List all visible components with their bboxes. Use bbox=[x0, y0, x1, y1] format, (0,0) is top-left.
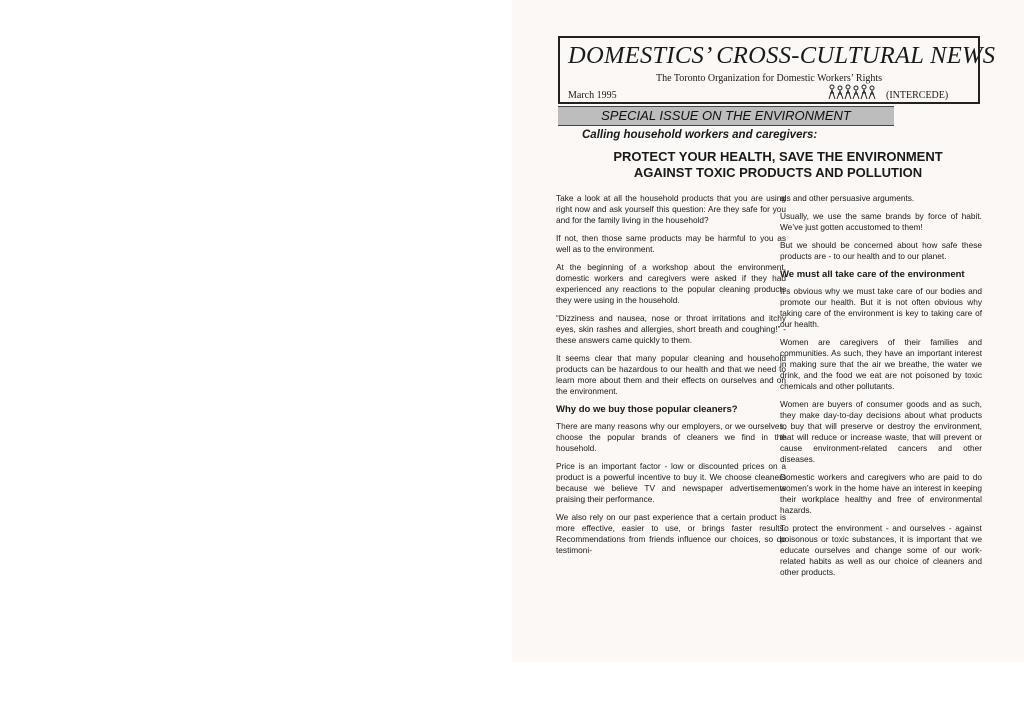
paragraph: There are many reasons why our employers, or we ourselves, choose the popular brands of cleaners we find in the household. bbox=[556, 421, 786, 453]
calling-line: Calling household workers and caregivers: bbox=[582, 129, 818, 141]
paragraph: Price is an important factor - low or discounted prices on a product is a powerful incentive to buy it. We choose cleaners because we believe TV and newspaper advertisements praising their performance. bbox=[556, 461, 786, 504]
article-column-1 bbox=[556, 193, 786, 563]
headline-line-1: PROTECT YOUR HEALTH, SAVE THE ENVIRONMENT bbox=[613, 149, 943, 164]
headline-line-2: AGAINST TOXIC PRODUCTS AND POLLUTION bbox=[633, 165, 923, 180]
article-column-2 bbox=[780, 193, 982, 585]
main-headline bbox=[560, 149, 996, 181]
paragraph: If not, then those same products may be harmful to you as well as to the environment. bbox=[556, 233, 786, 254]
paragraph: To protect the environment - and ourselves - against poisonous or toxic substances, it is important that we educate ourselves and change some of our work-related habits as well as our choice of cleaners and other products. bbox=[780, 523, 982, 577]
newsletter-subtitle: The Toronto Organization for Domestic Workers’ Rights bbox=[655, 73, 883, 84]
masthead bbox=[558, 36, 996, 104]
paragraph: Domestic workers and caregivers who are paid to do women’s work in the home have an interest in keeping their workplace healthy and free of environmental hazards. bbox=[780, 472, 982, 515]
paragraph: It’s obvious why we must take care of our bodies and promote our health. But it is not often obvious why taking care of the environment is key to taking care of our health. bbox=[780, 286, 982, 329]
paragraph: als and other persuasive arguments. bbox=[780, 193, 915, 203]
issue-date: March 1995 bbox=[568, 90, 617, 101]
paragraph: Women are buyers of consumer goods and as such, they make day-to-day decisions about what products to buy that will preserve or destroy the environment, that will reduce or increase waste, that will prevent or cause environment-related cancers and other diseases. bbox=[780, 399, 982, 464]
paragraph: “Dizziness and nausea, nose or throat irritations and itchy eyes, skin rashes and allergies, short breath and coughing!” - these answers came quickly to them. bbox=[556, 313, 786, 345]
paragraph: We also rely on our past experience that a certain product is more effective, easier to use, or brings faster results. Recommendations from friends influence our choices, so do testimoni- bbox=[556, 512, 786, 555]
newsletter-title: DOMESTICS’ CROSS-CULTURAL NEWS bbox=[568, 42, 996, 69]
org-acronym: (INTERCEDE) bbox=[886, 90, 949, 101]
paragraph: But we should be concerned about how safe these products are - to our health and to our planet. bbox=[780, 240, 982, 261]
paragraph: At the beginning of a workshop about the environment, domestic workers and caregivers were asked if they had experienced any reactions to the popular cleaning products they were using in the household. bbox=[556, 262, 786, 305]
people-group-logo-icon bbox=[828, 84, 876, 100]
paragraph: Take a look at all the household products that you are using right now and ask yourself this question: Are they safe for you and for the family living in the household? bbox=[556, 193, 786, 225]
special-issue-banner: SPECIAL ISSUE ON THE ENVIRONMENT bbox=[558, 106, 894, 126]
paragraph: It seems clear that many popular cleaning and household products can be hazardous to our health and that we need to learn more about them and their effects on ourselves and on the environment. bbox=[556, 353, 786, 396]
paragraph: Women are caregivers of their families and communities. As such, they have an important interest in making sure that the air we breathe, the water we drink, and the food we eat are not poisoned by toxic chemicals and other pollutants. bbox=[780, 337, 982, 391]
section-heading: Why do we buy those popular cleaners? bbox=[556, 404, 738, 415]
section-heading: We must all take care of the environment bbox=[780, 269, 965, 280]
paragraph: Usually, we use the same brands by force of habit. We’ve just gotten accustomed to them! bbox=[780, 211, 982, 232]
